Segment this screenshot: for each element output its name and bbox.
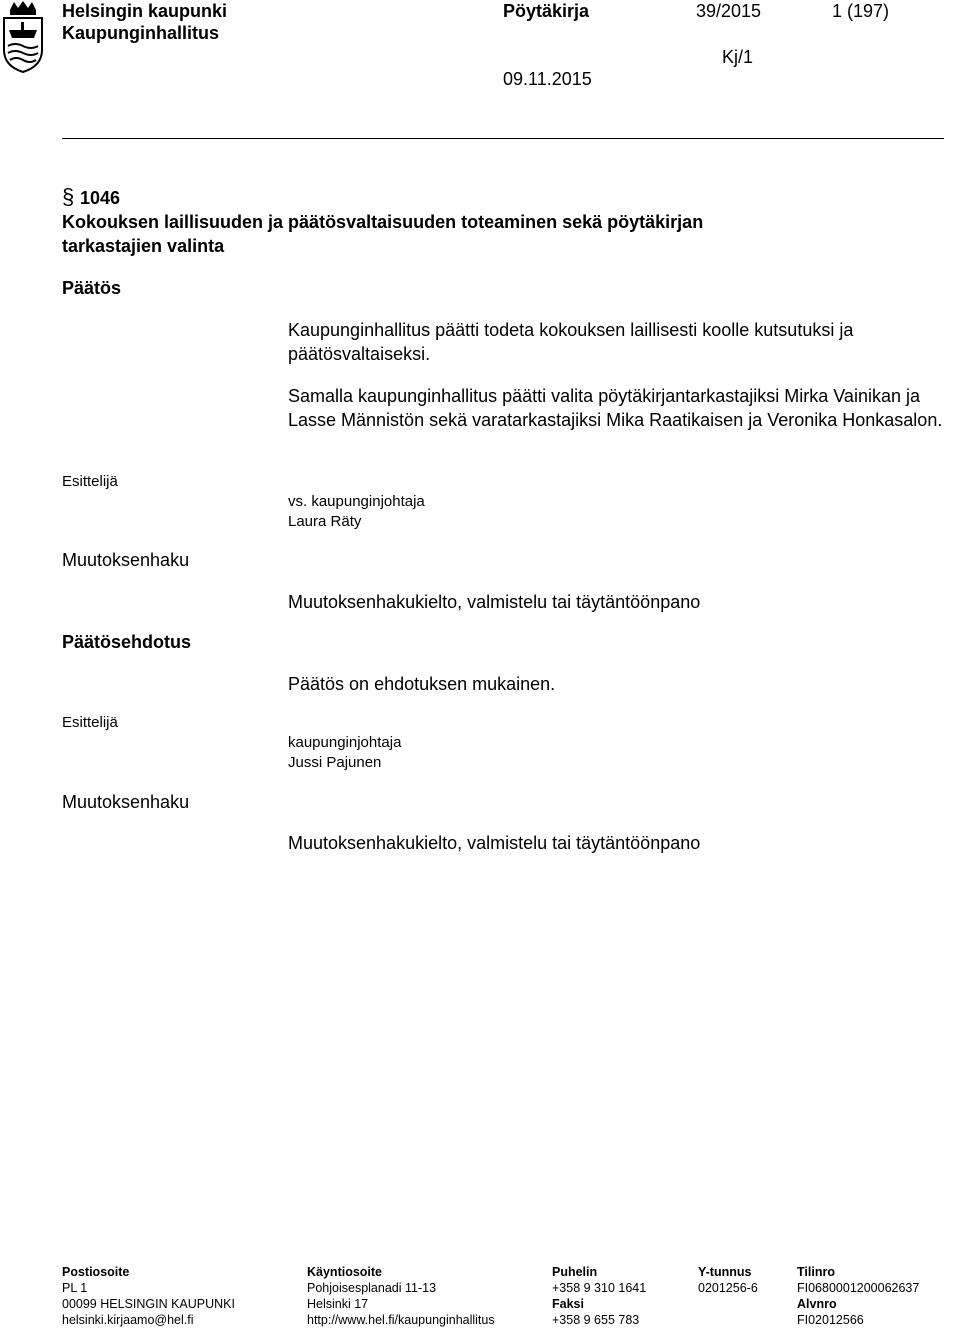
section-mark: § — [62, 184, 75, 209]
footer-alvnro-value: FI02012566 — [797, 1313, 864, 1327]
footer-phone: +358 9 310 1641 — [552, 1281, 647, 1295]
paatosehdotus-label: Päätösehdotus — [62, 632, 192, 652]
section-title: Kokouksen laillisuuden ja päätösvaltaisuuden toteaminen sekä pöytäkirjan tarkastajien valinta — [62, 212, 704, 256]
footer-puhelin-label: Puhelin — [552, 1265, 598, 1279]
header-rule — [62, 138, 944, 139]
organization-name: Helsingin kaupunki — [62, 1, 228, 21]
footer-faksi-label: Faksi — [552, 1297, 584, 1311]
unit-name: Kaupunginhallitus — [62, 23, 219, 43]
footer-kayntiosoite — [307, 1264, 495, 1328]
section-number: 1046 — [80, 188, 121, 208]
footer-ytunnus — [698, 1264, 758, 1296]
muutoksenhaku-text-1: Muutoksenhakukielto, valmistelu tai täytäntöönpano — [288, 592, 701, 612]
footer-tilinro-label: Tilinro — [797, 1265, 835, 1279]
paatos-text-1: Kaupunginhallitus päätti todeta kokouksen laillisesti koolle kutsutuksi ja päätösvaltaiseksi. — [288, 320, 854, 364]
footer-kayntiosoite-line2: Helsinki 17 — [307, 1297, 369, 1311]
footer-ytunnus-value: 0201256-6 — [698, 1281, 758, 1295]
page-footer — [62, 1264, 960, 1330]
document-type: Pöytäkirja — [503, 1, 590, 21]
footer-puhelin — [552, 1264, 646, 1328]
footer-ytunnus-label: Y-tunnus — [698, 1265, 752, 1279]
paatosehdotus-text: Päätös on ehdotuksen mukainen. — [288, 674, 556, 694]
footer-postiosoite — [62, 1264, 235, 1328]
helsinki-crest-icon — [0, 0, 46, 74]
esittelija-name-2: Jussi Pajunen — [288, 754, 382, 771]
muutoksenhaku-label-2: Muutoksenhaku — [62, 792, 190, 812]
footer-tilinro — [797, 1264, 919, 1328]
footer-alvnro-label: Alvnro — [797, 1297, 837, 1311]
footer-postiosoite-label: Postiosoite — [62, 1265, 130, 1279]
paatos-label: Päätös — [62, 278, 122, 298]
footer-fax: +358 9 655 783 — [552, 1313, 640, 1327]
esittelija-label-1: Esittelijä — [62, 473, 118, 490]
footer-email: helsinki.kirjaamo@hel.fi — [62, 1313, 194, 1327]
footer-kayntiosoite-label: Käyntiosoite — [307, 1265, 383, 1279]
footer-kayntiosoite-line1: Pohjoisesplanadi 11-13 — [307, 1281, 437, 1295]
footer-website: http://www.hel.fi/kaupunginhallitus — [307, 1313, 495, 1327]
meeting-number: 39/2015 — [696, 1, 762, 21]
footer-postiosoite-line1: PL 1 — [62, 1281, 88, 1295]
esittelija-title-2: kaupunginjohtaja — [288, 734, 402, 751]
page-number: 1 (197) — [832, 1, 890, 21]
muutoksenhaku-text-2: Muutoksenhakukielto, valmistelu tai täytäntöönpano — [288, 833, 701, 853]
muutoksenhaku-label-1: Muutoksenhaku — [62, 550, 190, 570]
footer-postiosoite-line2: 00099 HELSINGIN KAUPUNKI — [62, 1297, 235, 1311]
paatos-text-2: Samalla kaupunginhallitus päätti valita pöytäkirjantarkastajiksi Mirka Vainikan ja Lasse Männistön sekä varatarkastajiksi Mika Raatikaisen ja Veronika Honkasalon. — [288, 386, 943, 430]
esittelija-label-2: Esittelijä — [62, 714, 118, 731]
footer-tilinro-value: FI0680001200062637 — [797, 1281, 920, 1295]
meeting-date: 09.11.2015 — [503, 69, 592, 89]
esittelija-title-1: vs. kaupunginjohtaja — [288, 493, 425, 510]
esittelija-name-1: Laura Räty — [288, 513, 362, 530]
section-code: Kj/1 — [722, 47, 754, 67]
